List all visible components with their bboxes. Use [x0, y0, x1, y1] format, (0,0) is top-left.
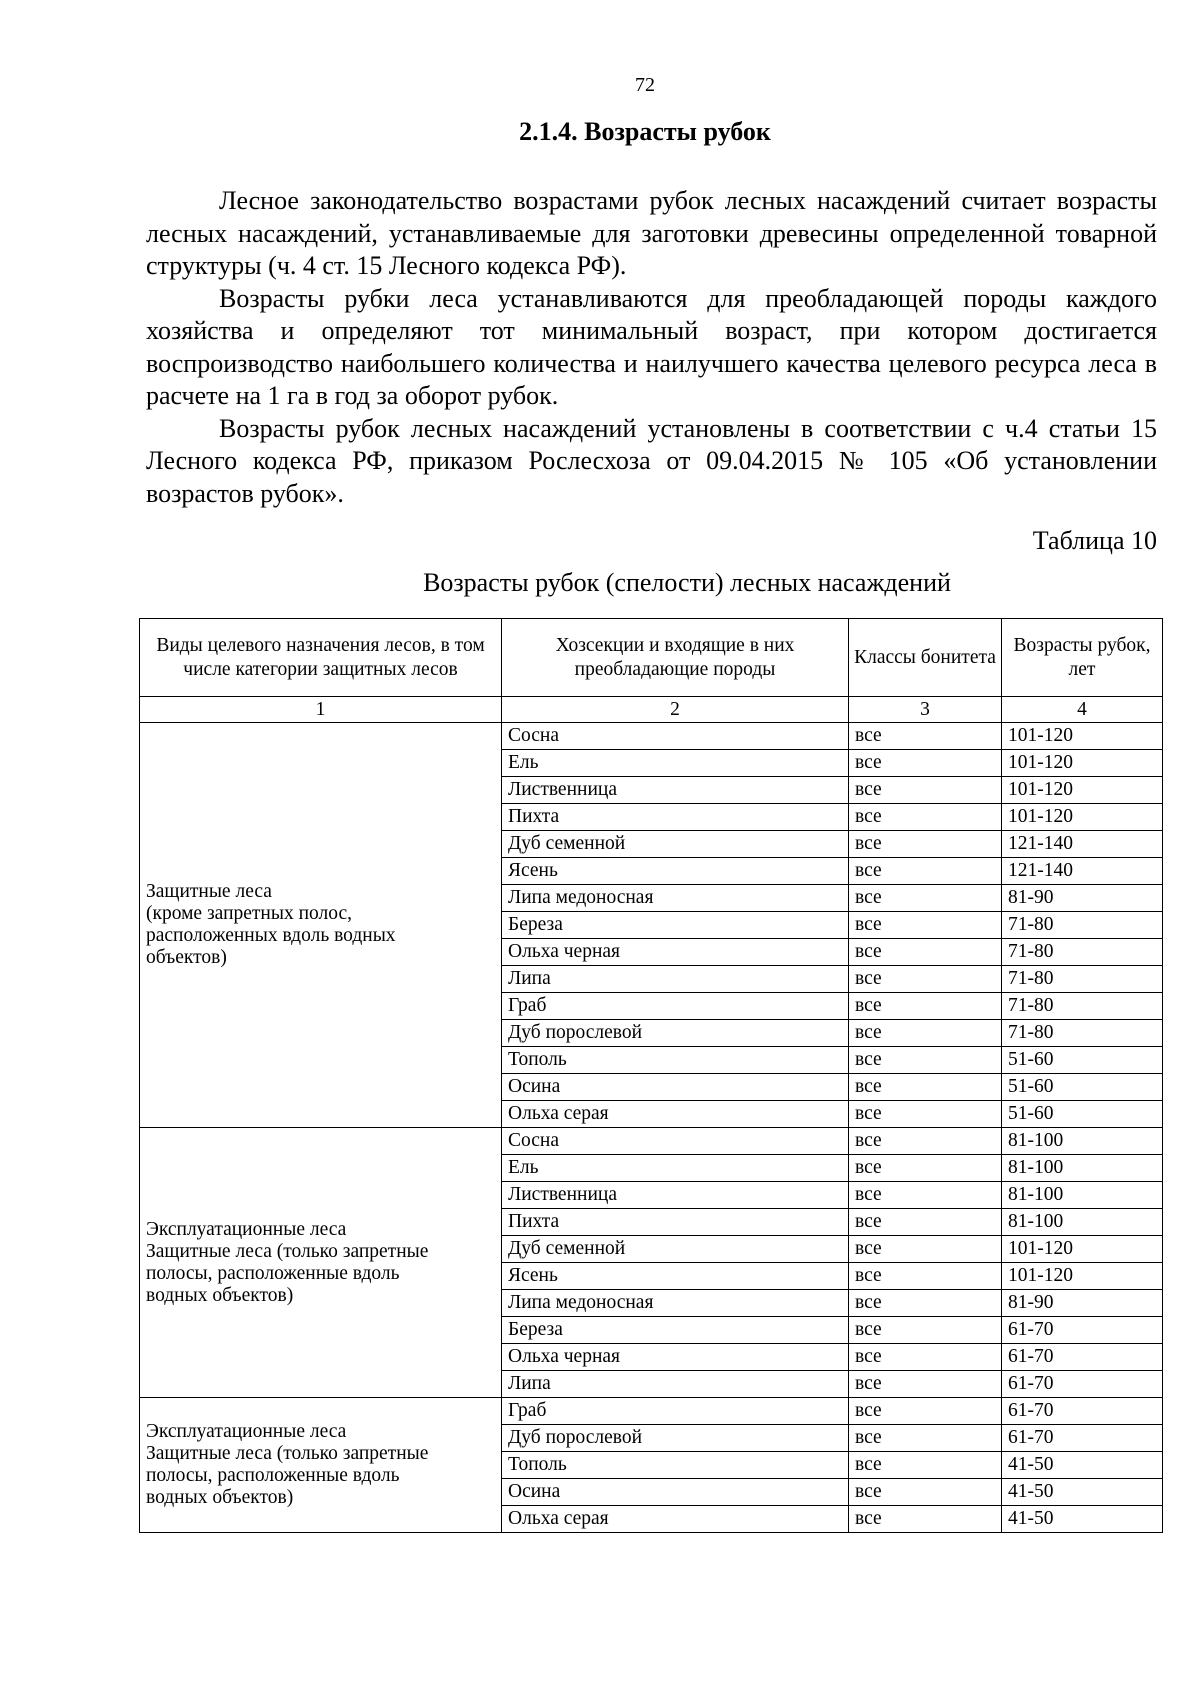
- bonitet-cell: все: [849, 1209, 1002, 1236]
- bonitet-cell: все: [849, 993, 1002, 1020]
- bonitet-cell: все: [849, 885, 1002, 912]
- species-cell: Ясень: [502, 858, 849, 885]
- cutting-age-cell: 71-80: [1002, 993, 1163, 1020]
- forest-purpose-line: Защитные леса: [146, 881, 272, 902]
- forest-purpose-line: водных объектов): [146, 1284, 294, 1306]
- bonitet-cell: все: [849, 1290, 1002, 1317]
- forest-purpose-line: (кроме запретных полос,: [146, 903, 353, 924]
- species-cell: Ель: [502, 750, 849, 777]
- species-cell: Лиственница: [502, 1182, 849, 1209]
- species-cell: Лиственница: [502, 777, 849, 804]
- cutting-age-cell: 81-100: [1002, 1209, 1163, 1236]
- paragraph: Возрасты рубок лесных насаждений установлены в соответствии с ч.4 статьи 15 Лесного кодекса РФ, приказом Рослесхоза от 09.04.2015 № 105 «Об установлении возрастов рубок».: [146, 413, 1157, 508]
- paragraph: Возрасты рубки леса устанавливаются для преобладающей породы каждого хозяйства и определяют тот минимальный возраст, при котором достигается воспроизводство наибольшего количества и наилучшего качества целевого ресурса леса в расчете на 1 га в год за оборот рубок.: [146, 283, 1157, 410]
- species-cell: Липа: [502, 1371, 849, 1398]
- bonitet-cell: все: [849, 777, 1002, 804]
- cutting-age-cell: 81-100: [1002, 1128, 1163, 1155]
- cutting-age-cell: 101-120: [1002, 804, 1163, 831]
- bonitet-cell: все: [849, 804, 1002, 831]
- cutting-age-cell: 81-100: [1002, 1155, 1163, 1182]
- bonitet-cell: все: [849, 1020, 1002, 1047]
- bonitet-cell: все: [849, 1101, 1002, 1128]
- bonitet-cell: все: [849, 723, 1002, 750]
- bonitet-cell: все: [849, 1074, 1002, 1101]
- cutting-age-cell: 71-80: [1002, 912, 1163, 939]
- species-cell: Липа медоносная: [502, 885, 849, 912]
- forest-purpose-line: Эксплуатационные леса: [146, 1218, 347, 1240]
- table-number: Таблица 10: [1032, 526, 1157, 555]
- species-cell: Дуб порослевой: [502, 1425, 849, 1452]
- bonitet-cell: все: [849, 1398, 1002, 1425]
- cutting-age-cell: 121-140: [1002, 858, 1163, 885]
- species-cell: Ольха черная: [502, 939, 849, 966]
- column-number: 2: [502, 697, 849, 723]
- table-caption: Возрасты рубок (спелости) лесных насаждений: [423, 568, 951, 597]
- bonitet-cell: все: [849, 966, 1002, 993]
- bonitet-cell: все: [849, 1479, 1002, 1506]
- bonitet-cell: все: [849, 750, 1002, 777]
- cutting-age-cell: 101-120: [1002, 777, 1163, 804]
- cutting-age-cell: 101-120: [1002, 1236, 1163, 1263]
- cutting-age-cell: 61-70: [1002, 1425, 1163, 1452]
- forest-purpose-line: полосы, расположенные вдоль: [146, 1465, 400, 1486]
- cutting-age-cell: 71-80: [1002, 1020, 1163, 1047]
- header-cutting-age: Возрасты рубок, лет: [1002, 619, 1163, 697]
- forest-purpose-line: Эксплуатационные леса: [146, 1421, 347, 1442]
- species-cell: Липа: [502, 966, 849, 993]
- species-cell: Тополь: [502, 1047, 849, 1074]
- species-cell: Ольха серая: [502, 1101, 849, 1128]
- bonitet-cell: все: [849, 1506, 1002, 1533]
- column-number: 1: [140, 697, 502, 723]
- forest-purpose-line: Защитные леса (только запретные: [146, 1443, 429, 1464]
- cutting-age-cell: 81-100: [1002, 1182, 1163, 1209]
- species-cell: Осина: [502, 1479, 849, 1506]
- species-cell: Дуб семенной: [502, 1236, 849, 1263]
- section-title: 2.1.4. Возрасты рубок: [519, 117, 771, 146]
- bonitet-cell: все: [849, 1344, 1002, 1371]
- cutting-age-cell: 51-60: [1002, 1047, 1163, 1074]
- species-cell: Тополь: [502, 1452, 849, 1479]
- paragraph: Лесное законодательство возрастами рубок лесных насаждений считает возрасты лесных насаждений, устанавливаемые для заготовки древесины определенной товарной структуры (ч. 4 ст. 15 Лесного кодекса РФ).: [146, 186, 1157, 280]
- bonitet-cell: все: [849, 1425, 1002, 1452]
- species-cell: Ольха серая: [502, 1506, 849, 1533]
- species-cell: Ольха черная: [502, 1344, 849, 1371]
- column-number-row: [140, 697, 1163, 723]
- cutting-age-cell: 71-80: [1002, 939, 1163, 966]
- species-cell: Сосна: [502, 723, 849, 750]
- bonitet-cell: все: [849, 1047, 1002, 1074]
- bonitet-cell: все: [849, 1128, 1002, 1155]
- table-row: [140, 1128, 1163, 1155]
- page-number: 72: [635, 74, 655, 96]
- species-cell: Пихта: [502, 804, 849, 831]
- bonitet-cell: все: [849, 1182, 1002, 1209]
- bonitet-cell: все: [849, 858, 1002, 885]
- species-cell: Ясень: [502, 1263, 849, 1290]
- species-cell: Береза: [502, 912, 849, 939]
- forest-purpose-line: Защитные леса (только запретные: [146, 1240, 429, 1262]
- cutting-age-cell: 41-50: [1002, 1452, 1163, 1479]
- species-cell: Пихта: [502, 1209, 849, 1236]
- bonitet-cell: все: [849, 1236, 1002, 1263]
- column-number: 3: [849, 697, 1002, 723]
- table-row: [140, 1398, 1163, 1425]
- column-number: 4: [1002, 697, 1163, 723]
- header-species: Хозсекции и входящие в них преобладающие породы: [502, 619, 849, 697]
- bonitet-cell: все: [849, 831, 1002, 858]
- species-cell: Береза: [502, 1317, 849, 1344]
- species-cell: Граб: [502, 993, 849, 1020]
- bonitet-cell: все: [849, 1371, 1002, 1398]
- body-text: [146, 185, 1157, 510]
- species-cell: Липа медоносная: [502, 1290, 849, 1317]
- species-cell: Граб: [502, 1398, 849, 1425]
- bonitet-cell: все: [849, 1155, 1002, 1182]
- bonitet-cell: все: [849, 1317, 1002, 1344]
- cutting-age-cell: 51-60: [1002, 1074, 1163, 1101]
- forest-purpose-cell: [140, 1128, 502, 1398]
- cutting-ages-table: [139, 618, 1163, 1533]
- cutting-age-cell: 101-120: [1002, 750, 1163, 777]
- cutting-age-cell: 51-60: [1002, 1101, 1163, 1128]
- cutting-age-cell: 41-50: [1002, 1506, 1163, 1533]
- cutting-age-cell: 61-70: [1002, 1371, 1163, 1398]
- cutting-age-cell: 61-70: [1002, 1398, 1163, 1425]
- forest-purpose-cell: [140, 723, 502, 1128]
- cutting-age-cell: 121-140: [1002, 831, 1163, 858]
- table-body: [140, 723, 1163, 1533]
- cutting-age-cell: 41-50: [1002, 1479, 1163, 1506]
- species-cell: Осина: [502, 1074, 849, 1101]
- forest-purpose-line: объектов): [146, 947, 227, 968]
- cutting-age-cell: 61-70: [1002, 1344, 1163, 1371]
- bonitet-cell: все: [849, 912, 1002, 939]
- table-row: [140, 723, 1163, 750]
- species-cell: Дуб семенной: [502, 831, 849, 858]
- forest-purpose-line: водных объектов): [146, 1487, 294, 1508]
- cutting-age-cell: 71-80: [1002, 966, 1163, 993]
- cutting-age-cell: 81-90: [1002, 885, 1163, 912]
- species-cell: Ель: [502, 1155, 849, 1182]
- forest-purpose-cell: [140, 1398, 502, 1533]
- cutting-age-cell: 101-120: [1002, 723, 1163, 750]
- header-bonitet: Классы бонитета: [849, 619, 1002, 697]
- bonitet-cell: все: [849, 1263, 1002, 1290]
- species-cell: Сосна: [502, 1128, 849, 1155]
- cutting-age-cell: 81-90: [1002, 1290, 1163, 1317]
- forest-purpose-line: расположенных вдоль водных: [146, 925, 396, 946]
- header-forest-purpose: Виды целевого назначения лесов, в том числе категории защитных лесов: [140, 619, 502, 697]
- table-header-row: [140, 619, 1163, 697]
- cutting-age-cell: 61-70: [1002, 1317, 1163, 1344]
- forest-purpose-line: полосы, расположенные вдоль: [146, 1262, 400, 1284]
- species-cell: Дуб порослевой: [502, 1020, 849, 1047]
- bonitet-cell: все: [849, 939, 1002, 966]
- cutting-age-cell: 101-120: [1002, 1263, 1163, 1290]
- bonitet-cell: все: [849, 1452, 1002, 1479]
